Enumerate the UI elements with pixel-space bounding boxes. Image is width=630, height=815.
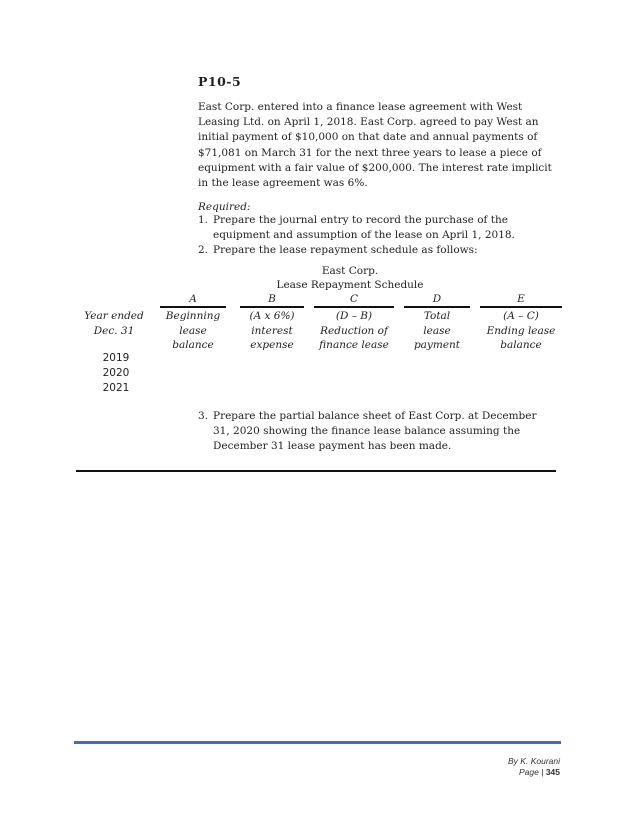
page-label: Page |	[519, 767, 544, 777]
col-letter-c: C	[349, 293, 359, 305]
year-row: 2020	[102, 367, 130, 379]
col-header-d	[400, 309, 474, 353]
col-header-line: lease	[423, 324, 451, 337]
col-header-line: balance	[172, 339, 214, 351]
problem-body: East Corp. entered into a finance lease agreement with West Leasing Ltd. on April 1, 2018. East Corp. agreed to pay West an initial payment of $10,000 on that date and annual payments of $71,081 on March 31 for the next three years to lease a piece of equipment with a fair value of $200,000. The interest rate implicit in the lease agreement was 6%.	[198, 101, 552, 190]
list-item	[198, 213, 553, 243]
col-letter-e: E	[517, 293, 525, 305]
col-letter-a: A	[189, 293, 197, 305]
list-item	[198, 243, 553, 258]
col-header-a	[156, 309, 230, 353]
year-row: 2021	[102, 382, 130, 394]
col-header-line: Ending lease	[486, 324, 556, 337]
col-rule	[240, 306, 304, 308]
col-rule	[314, 306, 394, 308]
col-header-line: payment	[413, 339, 461, 351]
schedule-title: Lease Repayment Schedule	[276, 279, 424, 291]
footer	[508, 756, 560, 778]
required-list	[198, 213, 553, 259]
col-letter-b: B	[268, 293, 276, 305]
year-header-line1: Year ended	[84, 310, 144, 322]
page-number: 345	[545, 767, 560, 777]
year-header-line2: Dec. 31	[93, 324, 135, 337]
col-header-line: (A x 6%)	[249, 310, 295, 322]
col-header-b	[236, 309, 308, 353]
item-text: Prepare the partial balance sheet of East Corp. at December 31, 2020 showing the finance lease balance assuming the December 31 lease payment has been made.	[213, 410, 537, 453]
col-header-line: (D – B)	[335, 310, 373, 322]
footer-page	[508, 767, 560, 778]
col-header-line: balance	[500, 339, 542, 351]
list-item	[198, 409, 553, 455]
col-rule	[404, 306, 470, 308]
col-letter-d: D	[432, 293, 442, 305]
year-header	[80, 309, 148, 338]
col-header-line: Reduction of	[320, 324, 388, 337]
item-text: Prepare the lease repayment schedule as follows:	[213, 244, 478, 257]
footer-rule	[74, 741, 561, 744]
col-header-line: finance lease	[319, 339, 389, 351]
col-header-c	[310, 309, 398, 353]
footer-author: By K. Kourani	[508, 756, 560, 766]
item-text: Prepare the journal entry to record the purchase of the equipment and assumption of the lease on April 1, 2018.	[213, 214, 515, 242]
problem-title: P10-5	[198, 74, 242, 89]
col-rule	[160, 306, 226, 308]
col-header-line: Total	[423, 310, 451, 322]
col-header-line: (A – C)	[503, 310, 539, 322]
required-label: Required:	[198, 201, 251, 213]
col-header-line: interest	[251, 324, 293, 337]
col-header-line: Beginning	[165, 310, 221, 322]
schedule-company: East Corp.	[321, 265, 379, 277]
col-rule	[480, 306, 562, 308]
item-number: 1.	[198, 214, 209, 226]
year-row: 2019	[102, 352, 130, 364]
item-number: 2.	[198, 244, 209, 257]
col-header-line: lease	[179, 324, 207, 337]
section-divider	[76, 470, 556, 472]
col-header-line: expense	[250, 339, 294, 351]
col-header-e	[478, 309, 564, 353]
item-number: 3.	[198, 410, 209, 422]
